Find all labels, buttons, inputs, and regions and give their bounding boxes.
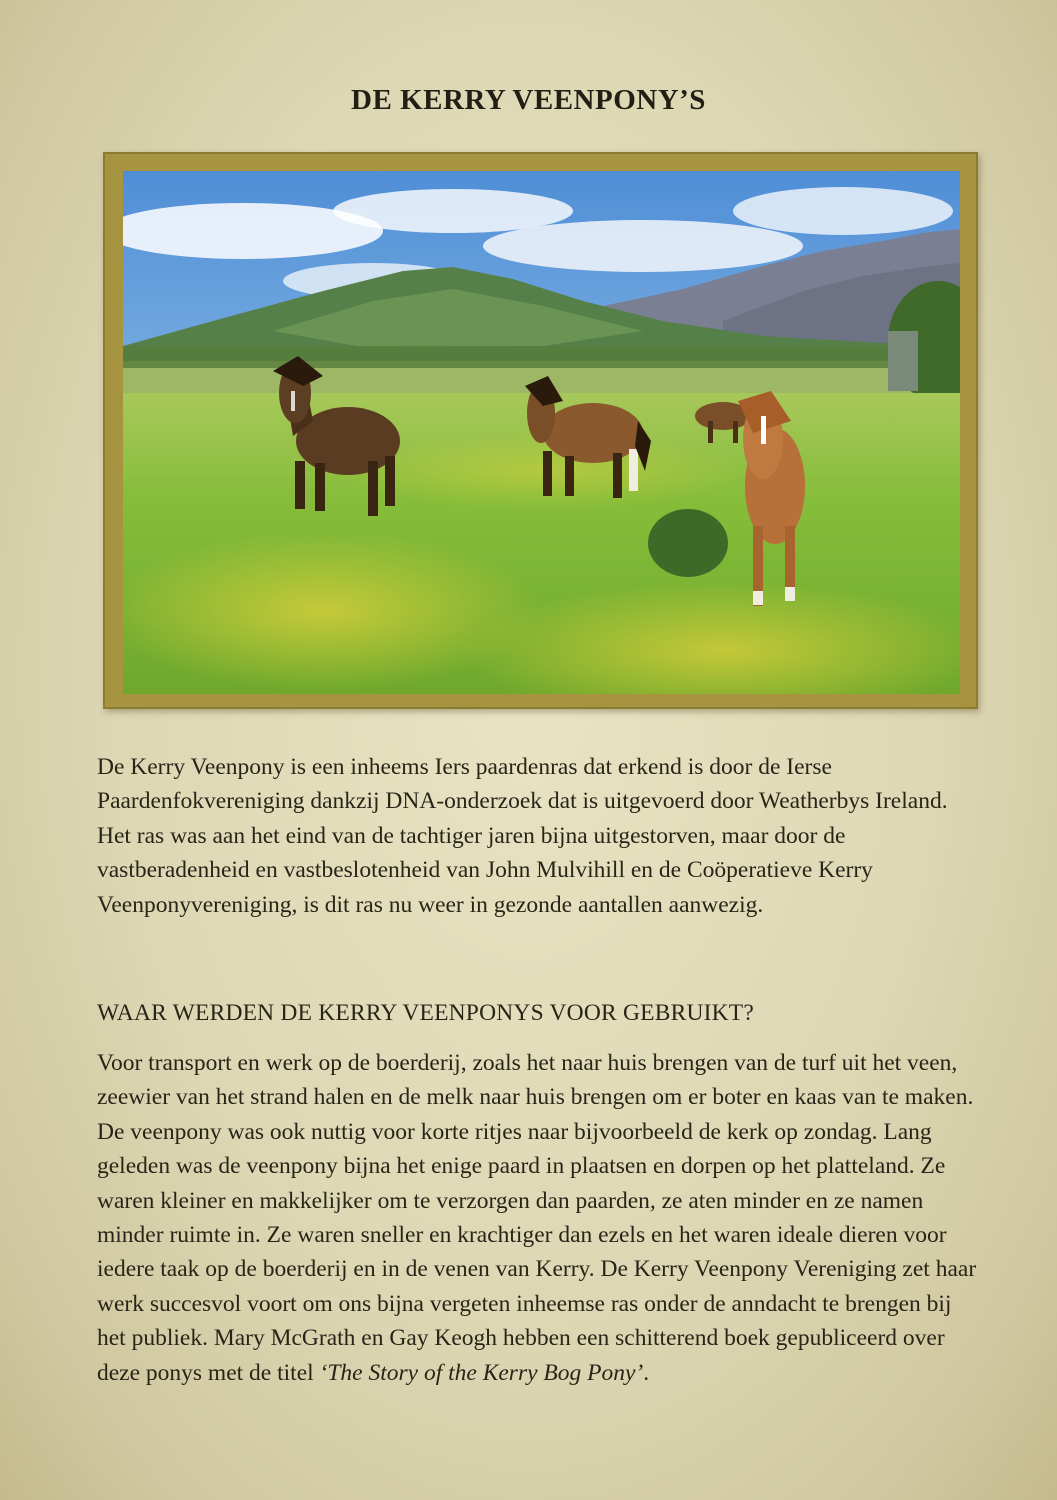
section-heading: WAAR WERDEN DE KERRY VEENPONYS VOOR GEBRUIKT?: [97, 1000, 754, 1026]
intro-paragraph: De Kerry Veenpony is een inheems Iers paardenras dat erkend is door de Ierse Paardenfokvereniging dankzij DNA-onderzoek dat is uitgevoerd door Weatherbys Ireland. Het ras was aan het eind van de tachtiger jaren bijna uitgestorven, maar door de vastberadenheid en vastbeslotenheid van John Mulvihill en de Coöperatieve Kerry Veenponyvereniging, is dit ras nu weer in gezonde aantallen aanwezig.: [97, 754, 948, 918]
closing-period: .: [643, 1359, 650, 1386]
page-title: DE KERRY VEENPONY’S: [351, 84, 706, 116]
book-title: ‘The Story of the Kerry Bog Pony’: [319, 1359, 644, 1386]
horses-photo: [123, 171, 960, 694]
usage-paragraph: [97, 1046, 977, 1390]
photo-frame: [103, 152, 978, 709]
usage-text: Voor transport en werk op de boerderij, zoals het naar huis brengen van de turf uit het veen, zeewier van het strand halen en de melk naar huis brengen om er boter en kaas van te maken. De veenpony was ook nuttig voor korte ritjes naar bijvoorbeeld de kerk op zondag. Lang geleden was de veenpony bijna het enige paard in plaatsen en dorpen op het platteland. Ze waren kleiner en makkelijker om te verzorgen dan paarden, ze aten minder en ze namen minder ruimte in. Ze waren sneller en krachtiger dan ezels en het waren ideale dieren voor iedere taak op de boerderij en in de venen van Kerry. De Kerry Veenpony Vereniging zet haar werk succesvol voort om ons bijna vergeten inheemse ras onder de anndacht te brengen bij het publiek. Mary McGrath en Gay Keogh hebben een schitterend boek gepubliceerd over deze ponys met de titel: [97, 1050, 977, 1386]
